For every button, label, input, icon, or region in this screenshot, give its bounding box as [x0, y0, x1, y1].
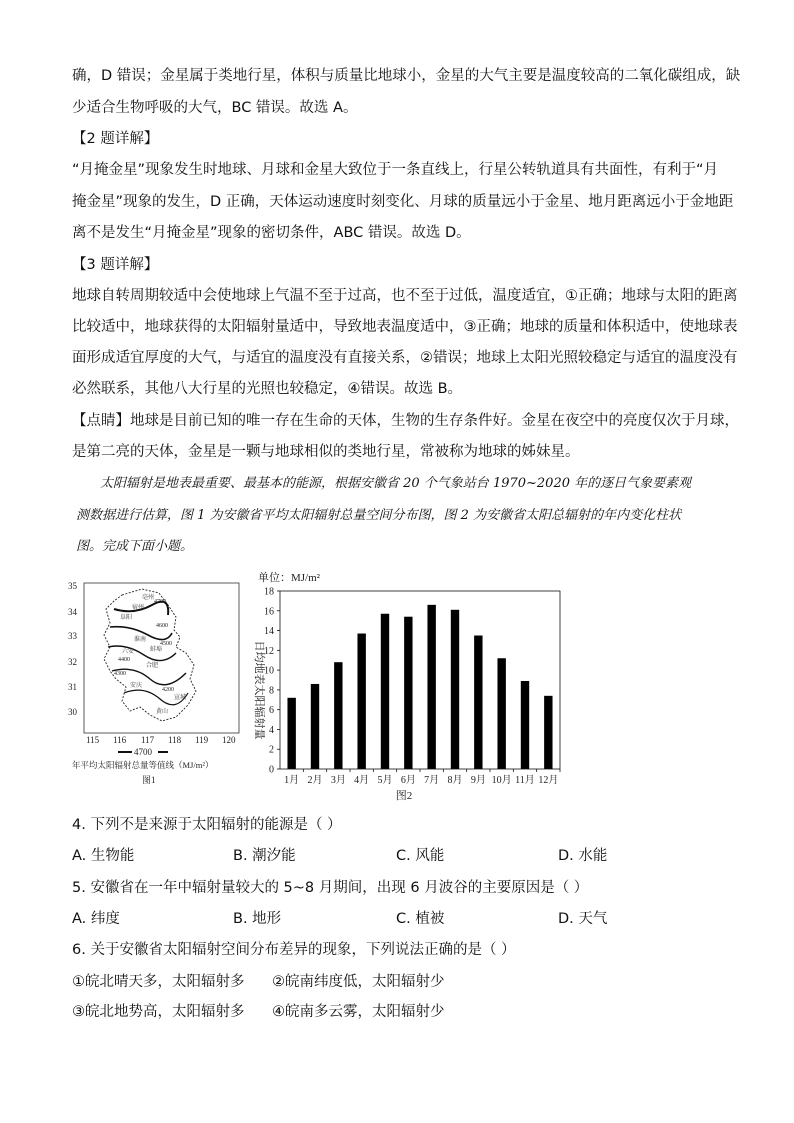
figure-2-caption: 图2	[395, 790, 413, 802]
paragraph-line: 确，D 错误；金星属于类地行星，体积与质量比地球小，金星的大气主要是温度较高的二氧化碳组成，缺	[72, 68, 741, 84]
place-label: 宿州	[132, 605, 145, 611]
bar	[497, 658, 505, 769]
intro-line: 太阳辐射是地表最重要、最基本的能源，根据安徽省 20 个气象站台 1970~2020 年的逐日气象要素观	[100, 476, 692, 491]
map-x-ticks	[86, 735, 236, 745]
q5-option-b[interactable]: B. 地形	[233, 911, 282, 927]
bar	[287, 698, 295, 769]
contour-label: 4700	[154, 599, 166, 605]
y-tick-label: 14	[264, 626, 274, 638]
map-x-tick: 116	[113, 735, 127, 745]
legend-value: 4700	[134, 747, 152, 757]
map-y-ticks	[68, 581, 78, 717]
section-heading-2: 【2 题详解】	[72, 131, 159, 147]
y-tick-label: 10	[264, 665, 274, 677]
q6-statement-2: ②皖南纬度低，太阳辐射少	[272, 974, 445, 990]
q5-option-c[interactable]: C. 植被	[396, 911, 445, 927]
x-tick-label: 4月	[354, 775, 370, 786]
contour-label: 4300	[114, 671, 126, 677]
question-6-stem: 6. 关于安徽省太阳辐射空间分布差异的现象，下列说法正确的是（ ）	[72, 942, 516, 958]
figure-1-map	[64, 575, 244, 790]
q6-statement-3: ③皖北地势高，太阳辐射多	[72, 1004, 245, 1020]
place-label: 淮南	[134, 637, 147, 643]
place-label: 黄山	[156, 709, 169, 715]
y-tick-label: 16	[264, 606, 274, 618]
bar	[357, 634, 365, 769]
x-tick-label: 11月	[515, 775, 535, 786]
place-label: 亳州	[142, 595, 155, 601]
q5-option-a[interactable]: A. 纬度	[72, 911, 120, 927]
q4-option-b[interactable]: B. 潮汐能	[233, 848, 296, 864]
paragraph-line: 面形成适宜厚度的大气，与适宜的温度没有直接关系，②错误；地球上太阳光照较稳定与适宜的温度没有	[72, 350, 738, 366]
map-x-tick: 118	[168, 735, 182, 745]
x-tick-label: 9月	[470, 775, 486, 786]
q4-option-c[interactable]: C. 风能	[396, 848, 445, 864]
place-label: 六安	[122, 649, 135, 655]
q5-option-d[interactable]: D. 天气	[558, 911, 608, 927]
tip-line: 【点睛】地球是目前已知的唯一存在生命的天体，生物的生存条件好。金星在夜空中的亮度仅次于月球，	[72, 413, 739, 429]
bar	[474, 636, 482, 770]
x-tick-label: 1月	[284, 775, 300, 786]
figure-1-caption: 图1	[142, 775, 156, 785]
map-x-tick: 119	[195, 735, 209, 745]
paragraph-line: “月掩金星”现象发生时地球、月球和金星大致位于一条直线上，行星公转轨道具有共面性，有利于“月	[72, 162, 719, 178]
paragraph-line: 比较适中，地球获得的太阳辐射量适中，导致地表温度适中，③正确；地球的质量和体积适中，使地球表	[72, 319, 738, 335]
y-tick-label: 0	[269, 764, 274, 776]
legend-text: 年平均太阳辐射总量等值线（MJ/m²）	[72, 760, 214, 770]
place-label: 合肥	[146, 663, 159, 669]
x-tick-label: 3月	[330, 775, 346, 786]
paragraph-line: 掩金星”现象的发生，D 正确，天体运动速度时刻变化、月球的质量远小于金星、地月距离远小于金地距	[72, 194, 734, 210]
x-tick-label: 2月	[307, 775, 323, 786]
bar	[311, 684, 319, 769]
y-tick-label: 2	[269, 744, 274, 756]
map-y-tick: 34	[68, 607, 77, 617]
y-tick-label: 12	[264, 645, 274, 657]
map-y-tick: 35	[68, 581, 77, 591]
x-tick-label: 10月	[491, 775, 512, 786]
intro-line: 图。完成下面小题。	[76, 539, 194, 554]
bar	[427, 605, 435, 769]
bar	[451, 610, 459, 769]
place-label: 安庆	[130, 683, 143, 689]
bar	[544, 696, 552, 769]
chart-plot-frame	[280, 591, 560, 769]
y-tick-label: 6	[269, 705, 274, 717]
place-label: 蚌埠	[150, 647, 163, 653]
x-tick-label: 12月	[538, 775, 559, 786]
q6-statement-4: ④皖南多云雾，太阳辐射少	[272, 1004, 445, 1020]
intro-line: 测数据进行估算，图 1 为安徽省平均太阳辐射总量空间分布图，图 2 为安徽省太阳总辐射的年内变化柱状	[76, 508, 682, 523]
chart-ylabel: 日均地表太阳辐射量	[253, 640, 265, 740]
map-y-tick: 30	[68, 707, 77, 717]
question-5-stem: 5. 安徽省在一年中辐射量较大的 5~8 月期间，出现 6 月波谷的主要原因是（ ）	[72, 880, 589, 896]
y-tick-label: 4	[269, 724, 274, 736]
tip-line: 是第二亮的天体，金星是一颗与地球相似的类地行星，常被称为地球的姊妹星。	[72, 444, 580, 460]
map-y-tick: 33	[68, 631, 77, 641]
bar	[404, 617, 412, 769]
bar	[334, 662, 342, 769]
contour-label: 4600	[156, 623, 168, 629]
place-label: 阜阳	[120, 615, 133, 621]
section-heading-3: 【3 题详解】	[72, 257, 159, 273]
bar	[381, 614, 389, 769]
contour-label: 4500	[160, 641, 172, 647]
contour-label: 4400	[118, 657, 130, 663]
map-y-tick: 32	[68, 657, 77, 667]
bar	[521, 681, 529, 769]
y-tick-label: 18	[264, 586, 274, 598]
x-tick-label: 8月	[447, 775, 463, 786]
place-label: 宣城	[174, 695, 187, 701]
paragraph-line: 必然联系，其他八大行星的光照也较稳定，④错误。故选 B。	[72, 381, 463, 397]
chart-unit: 单位：MJ/m²	[258, 572, 320, 584]
map-x-tick: 120	[222, 735, 236, 745]
paragraph-line: 地球自转周期较适中会使地球上气温不至于过高，也不至于过低，温度适宜，①正确；地球与太阳的距离	[72, 288, 738, 304]
x-tick-label: 5月	[377, 775, 393, 786]
x-tick-label: 6月	[400, 775, 416, 786]
question-4-stem: 4. 下列不是来源于太阳辐射的能源是（ ）	[72, 817, 342, 833]
map-y-tick: 31	[68, 682, 77, 692]
x-tick-label: 7月	[424, 775, 440, 786]
contour-label: 4200	[162, 687, 174, 693]
y-tick-label: 8	[269, 685, 274, 697]
map-x-tick: 117	[141, 735, 155, 745]
q4-option-d[interactable]: D. 水能	[558, 848, 608, 864]
paragraph-line: 离不是发生“月掩金星”现象的密切条件，ABC 错误。故选 D。	[72, 225, 471, 241]
q6-statement-1: ①皖北晴天多，太阳辐射多	[72, 974, 245, 990]
paragraph-line: 少适合生物呼吸的大气，BC 错误。故选 A。	[72, 100, 358, 116]
map-x-tick: 115	[86, 735, 100, 745]
q4-option-a[interactable]: A. 生物能	[72, 848, 135, 864]
figure-2-bar-chart	[236, 565, 576, 805]
